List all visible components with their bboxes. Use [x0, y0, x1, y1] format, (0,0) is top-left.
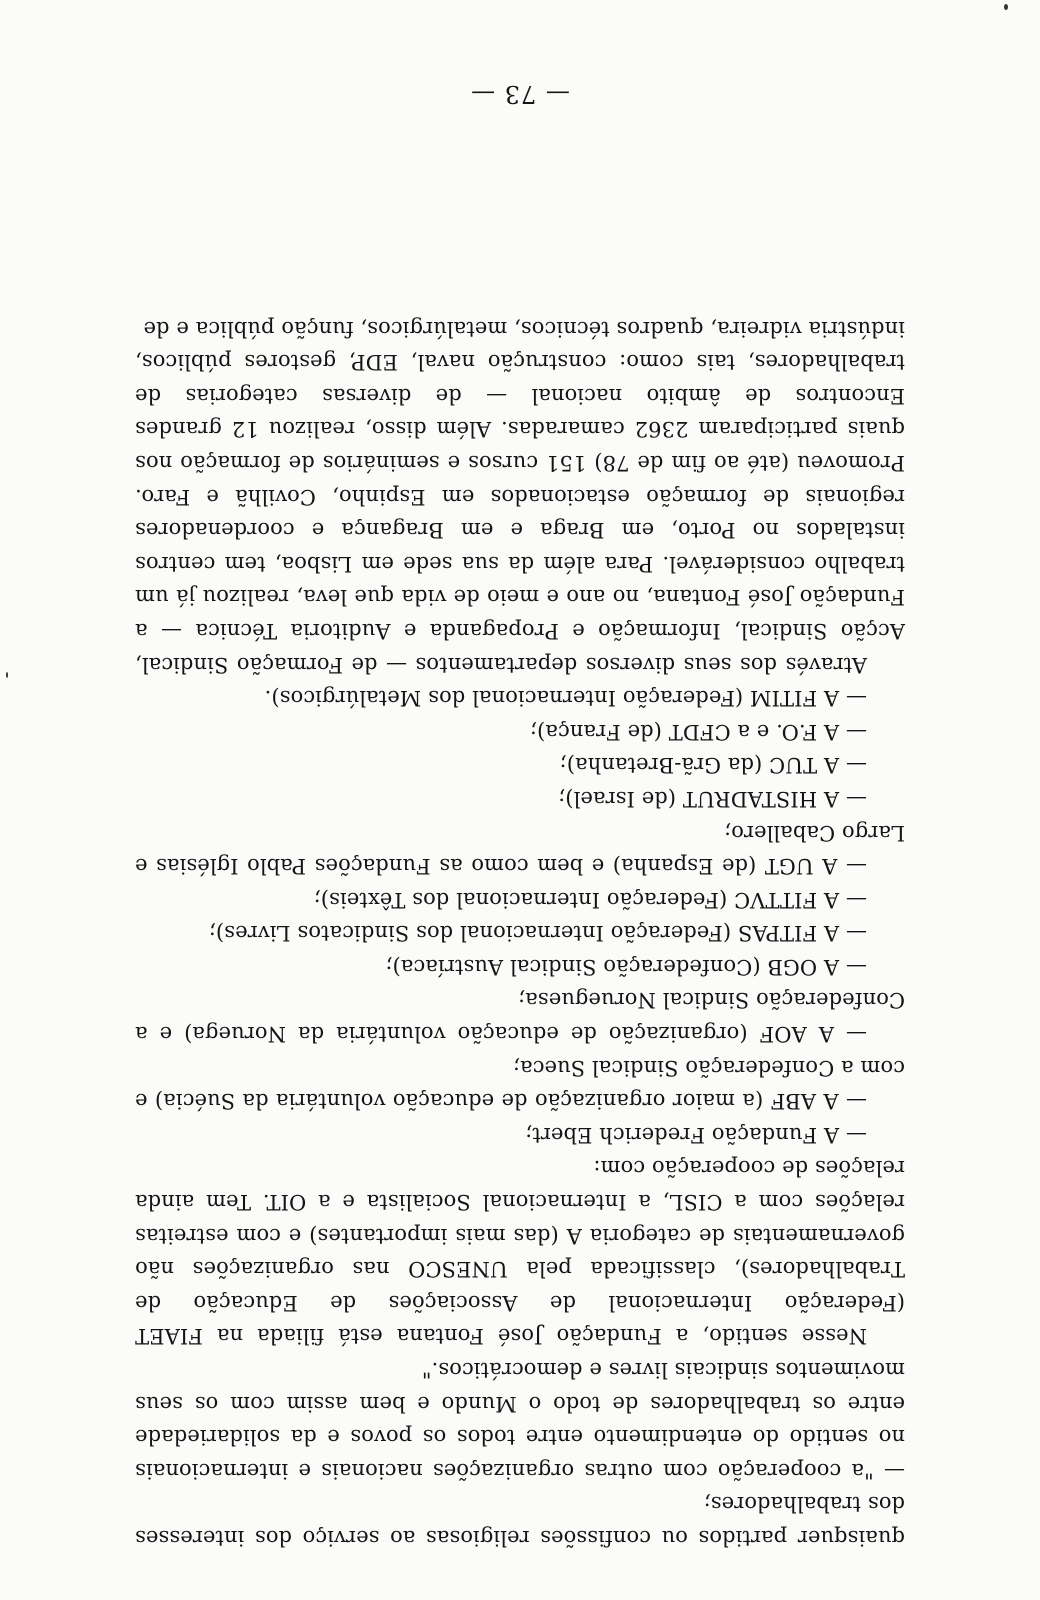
paragraph-1: quaisquer partidos ou confissões religiosas ao serviço dos interesses dos trabalhadores;	[135, 1492, 905, 1550]
list-item: — A TUC (da Grã-Bretanha);	[559, 753, 867, 778]
list-item: — A AOF (organização de educação voluntária da Noruega) e a Confederação Sindical Norueguesa;	[135, 988, 905, 1047]
list-item: — A F.O. e a CFDT (de França);	[529, 719, 867, 744]
list-item: — A UGT (de Espanha) e bem como as Fundações Pablo Iglésias e Largo Caballero;	[135, 820, 905, 879]
page-body	[135, 311, 905, 1554]
list-item: — A OGB (Confederação Sindical Austríaca);	[385, 954, 867, 979]
page-number: — 73 —	[470, 80, 570, 108]
scan-speck	[1004, 4, 1008, 10]
list-item: — A ABF (a maior organização de educação voluntária da Suécia) e com a Confederação Sindical Sueca;	[135, 1055, 905, 1114]
scan-speck	[6, 672, 8, 678]
list-item: — A FITIM (Federação Internacional dos Metalúrgicos).	[264, 686, 867, 711]
paragraph-3: Nesse sentido, a Fundação José Fontana está filiada na FIAET (Federação Internacional de Associações de Educação de Trabalhadores), classificada pela UNESCO nas organizações não governamentais de categoria A (das mais importantes) e com estreitas relações com a CISL, a Internacional Socialista e a OIT. Tem ainda relações de cooperação com:	[135, 1156, 905, 1349]
closing-paragraph: Através dos seus diversos departamentos — de Formação Sindical, Acção Sindical, Informação e Propaganda e Auditoria Técnica — a Fundação José Fontana, no ano e meio de vida que leva, realizou já um trabalho considerável. Para além da sua sede em Lisboa, tem centros instalados no Porto, em Braga e em Bragança e coordenadores regionais de formação estacionados em Espinho, Covilhã e Faro. Promoveu (até ao fim de 78) 151 cursos e seminários de formação nos quais participaram 2362 camaradas. Além disso, realizou 12 grandes Encontros de âmbito nacional — de diversas categorias de trabalhadores, tais como: construção naval, EDP, gestores públicos, indústria vidreira, quadros técnicos, metalúrgicos, função pública e de	[135, 316, 905, 677]
cooperation-list	[135, 681, 905, 1151]
list-item: — A FITTVC (Federação Internacional dos Têxteis);	[313, 887, 867, 912]
list-item: — A FITPAS (Federação Internacional dos Sindicatos Livres);	[208, 921, 867, 946]
list-item: — A HISTADRUT (de Israel);	[558, 786, 867, 811]
list-item: — A Fundação Frederich Ebert;	[525, 1122, 867, 1147]
paragraph-2: — "a cooperação com outras organizações nacionais e internacionais no sentido do entendimento entre todos os povos e da solidariedade entre os trabalhadores de todo o Mundo e bem assim com os seus movimentos sindicais livres e democráticos."	[135, 1358, 905, 1483]
